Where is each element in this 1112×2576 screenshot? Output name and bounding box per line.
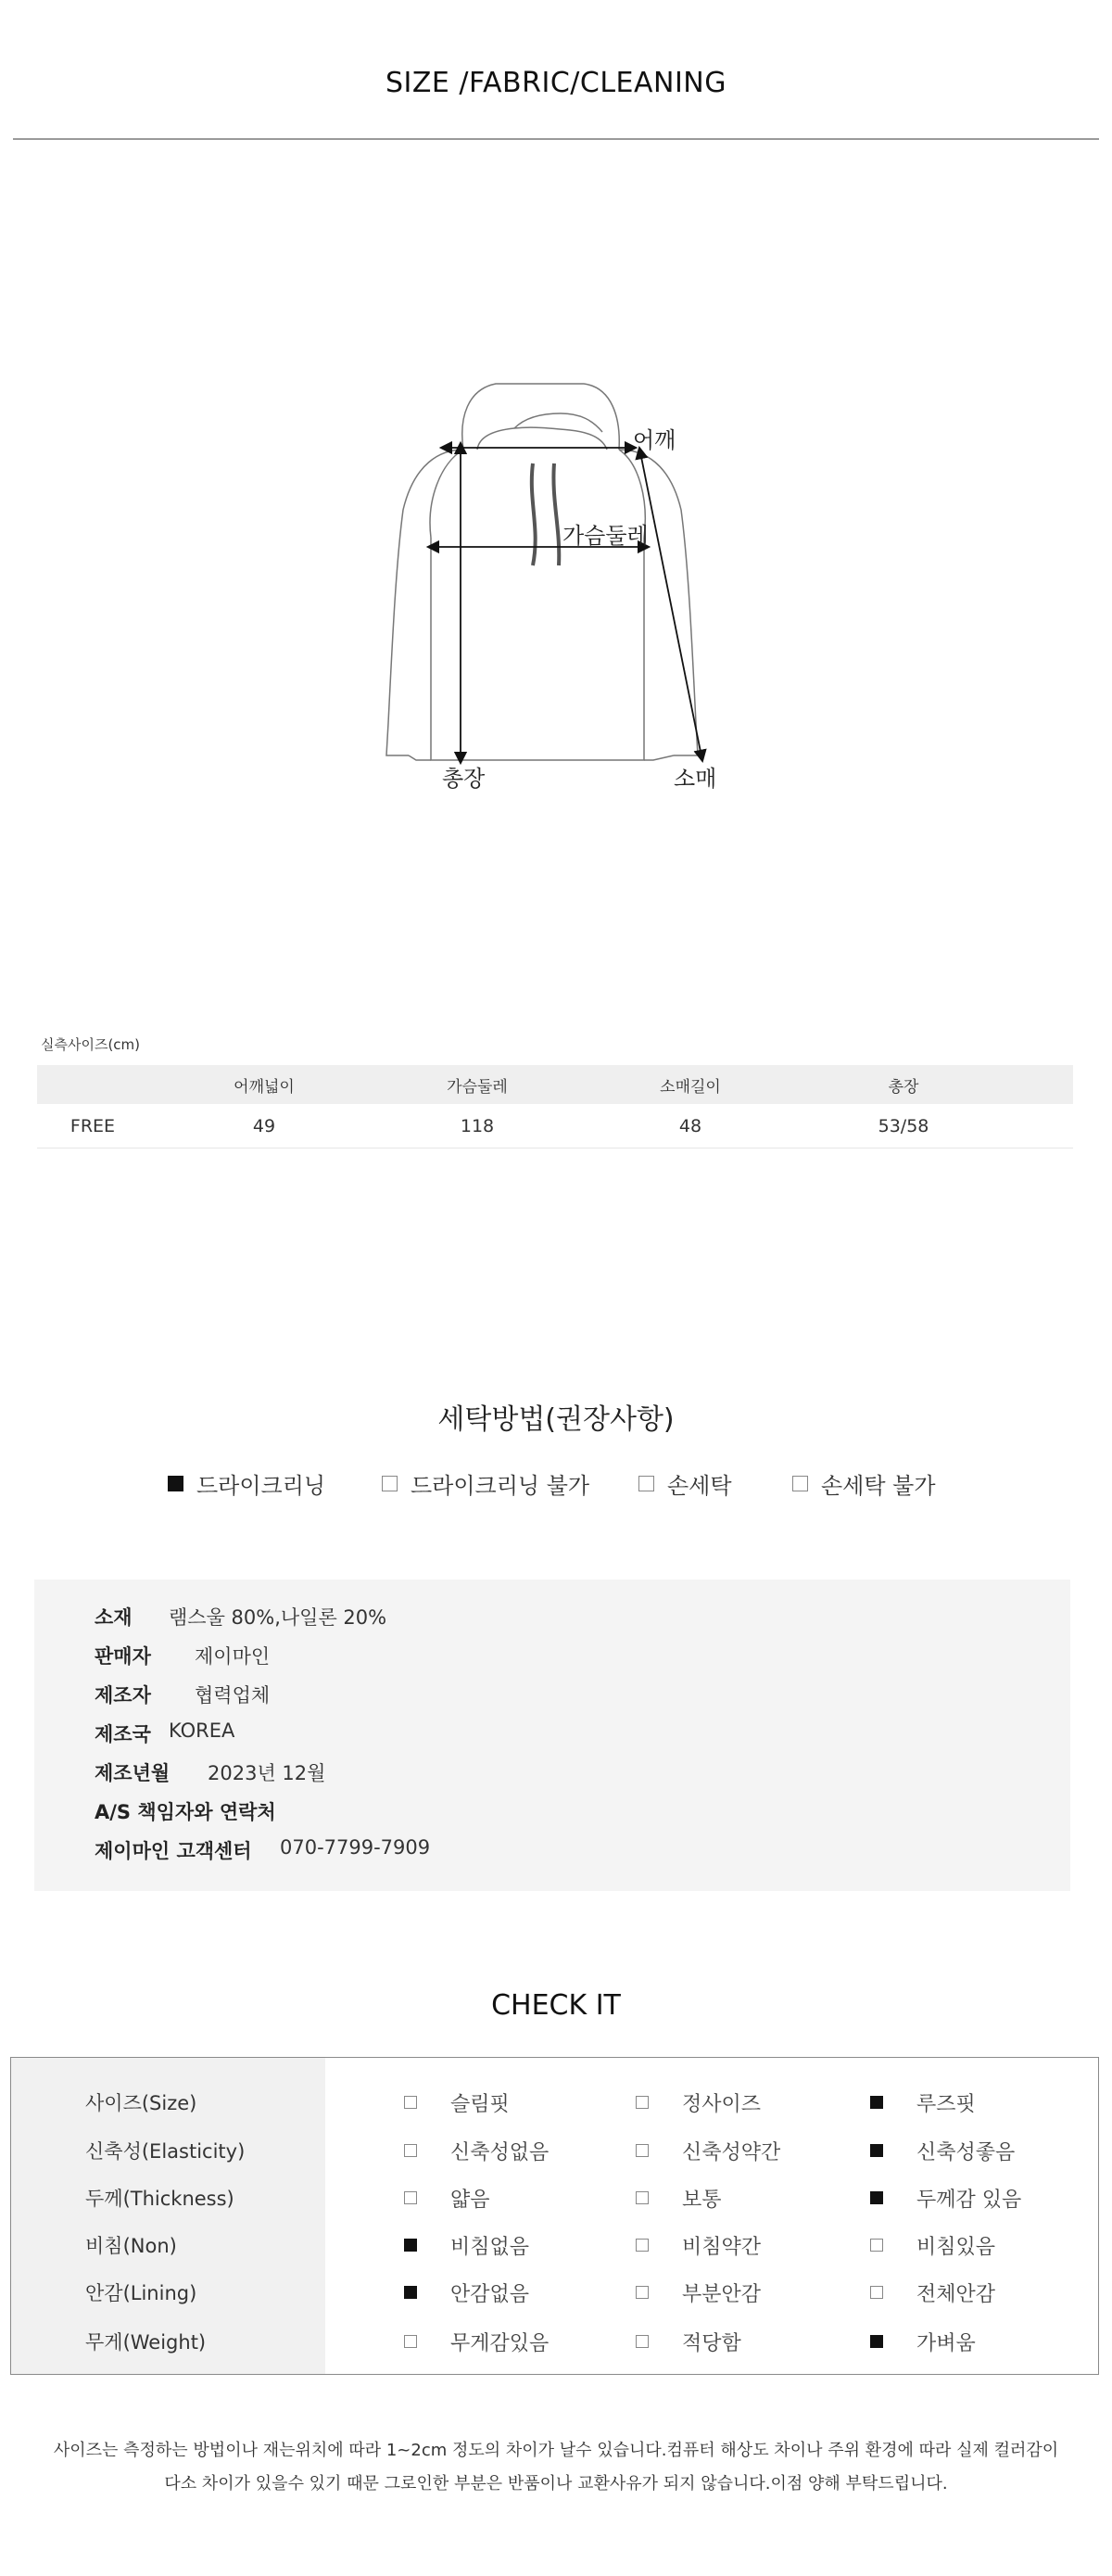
info-key: 판매자: [95, 1645, 151, 1668]
check-option-label: 안감없음: [450, 2282, 530, 2306]
notice-line: 다소 차이가 있을수 있기 때문 그로인한 부분은 반품이나 교환사유가 되지 않습니다.이점 양해 부탁드립니다.: [164, 2474, 948, 2494]
unchecked-box-icon: [382, 1476, 398, 1491]
check-row: [11, 2317, 1098, 2366]
check-option: [870, 2317, 976, 2366]
table-cell: 118: [460, 1115, 495, 1136]
check-option: [404, 2126, 549, 2175]
wash-option-label: 손세탁 불가: [821, 1473, 936, 1499]
label-shoulder: 어깨: [633, 427, 676, 453]
check-option: [636, 2317, 741, 2366]
unchecked-box-icon: [792, 1476, 808, 1491]
check-option-label: 신축성좋음: [916, 2140, 1016, 2164]
unchecked-box-icon: [638, 1476, 654, 1491]
checked-box-icon: [404, 2239, 417, 2252]
check-option-label: 적당함: [682, 2331, 741, 2355]
unchecked-box-icon: [870, 2286, 883, 2299]
wash-option: [638, 1467, 732, 1500]
unchecked-box-icon: [636, 2191, 649, 2204]
check-option-label: 신축성약간: [682, 2140, 781, 2164]
check-option-label: 비침있음: [916, 2235, 996, 2259]
unchecked-box-icon: [636, 2144, 649, 2157]
check-row-label: 사이즈(Size): [85, 2092, 197, 2114]
table-cell: FREE: [70, 1115, 116, 1136]
hoodie-illustration: [375, 371, 737, 806]
header-cell: 어깨넓이: [234, 1077, 295, 1097]
check-row: [11, 2174, 1098, 2222]
check-option: [636, 2221, 761, 2269]
info-key: 제조자: [95, 1684, 151, 1707]
check-it-table: [10, 2057, 1099, 2375]
unchecked-box-icon: [404, 2096, 417, 2109]
unchecked-box-icon: [636, 2335, 649, 2348]
check-option-label: 루즈핏: [916, 2092, 976, 2116]
wash-option-label: 드라이크리닝: [196, 1473, 326, 1499]
wash-option-label: 손세탁: [667, 1473, 732, 1499]
table-cell: 53/58: [878, 1115, 929, 1136]
checked-box-icon: [870, 2335, 883, 2348]
check-option: [636, 2078, 761, 2126]
check-row: [11, 2078, 1098, 2126]
check-row: [11, 2268, 1098, 2316]
info-value: 2023년 12월: [208, 1762, 326, 1784]
header-cell: [37, 1065, 158, 1104]
info-key: 제조년월: [95, 1762, 171, 1784]
check-option: [636, 2126, 780, 2175]
check-option: [636, 2174, 722, 2222]
unchecked-box-icon: [404, 2335, 417, 2348]
header-cell: 총장: [888, 1077, 919, 1097]
washing-title: 세탁방법(권장사항): [437, 1403, 675, 1436]
check-option: [636, 2268, 761, 2316]
checked-box-icon: [870, 2191, 883, 2204]
check-option-label: 무게감있음: [450, 2331, 550, 2355]
header-cell: 소매길이: [660, 1077, 721, 1097]
table-cell: 49: [252, 1115, 276, 1136]
check-option: [870, 2126, 1015, 2175]
check-option-label: 전체안감: [916, 2282, 996, 2306]
unchecked-box-icon: [404, 2191, 417, 2204]
label-chest: 가슴둘레: [562, 523, 649, 549]
product-info-box: [34, 1580, 1070, 1891]
wash-option: [382, 1467, 589, 1500]
check-row: [11, 2221, 1098, 2269]
wash-option: [792, 1467, 936, 1500]
check-row: [11, 2126, 1098, 2175]
table-cell: 48: [678, 1115, 702, 1136]
check-option-label: 두께감 있음: [916, 2188, 1022, 2212]
check-option-label: 보통: [682, 2188, 722, 2212]
wash-option: [168, 1467, 325, 1500]
check-option: [870, 2174, 1021, 2222]
table-row: [37, 1104, 1073, 1148]
notice-line: 사이즈는 측정하는 방법이나 재는위치에 따라 1~2cm 정도의 차이가 날수 있습니다.컴퓨터 해상도 차이나 주위 환경에 따라 실제 컬러감이: [53, 2441, 1059, 2460]
checked-box-icon: [870, 2144, 883, 2157]
check-option: [870, 2078, 976, 2126]
check-row-label: 두께(Thickness): [85, 2188, 234, 2210]
section-title: SIZE /FABRIC/CLEANING: [385, 67, 727, 99]
check-option-label: 비침약간: [682, 2235, 762, 2259]
unchecked-box-icon: [636, 2096, 649, 2109]
info-key: 소재: [95, 1606, 133, 1629]
check-option-label: 슬림핏: [450, 2092, 510, 2116]
unchecked-box-icon: [404, 2144, 417, 2157]
check-row-label: 비침(Non): [85, 2235, 177, 2257]
hoodie-diagram: [375, 371, 737, 806]
check-option: [404, 2174, 490, 2222]
info-value: 램스울 80%,나일론 20%: [169, 1606, 387, 1629]
check-it-title: CHECK IT: [491, 1989, 621, 2022]
info-value: KOREA: [169, 1719, 235, 1742]
check-option-label: 정사이즈: [682, 2092, 762, 2116]
check-option-label: 비침없음: [450, 2235, 530, 2259]
info-value: 070-7799-7909: [280, 1836, 431, 1859]
info-line: [95, 1603, 386, 1631]
check-option: [404, 2221, 529, 2269]
check-option-label: 가벼움: [916, 2331, 976, 2355]
info-value: 제이마인: [195, 1645, 271, 1668]
info-line: [95, 1836, 430, 1864]
info-line: [95, 1719, 234, 1747]
check-option: [404, 2078, 510, 2126]
size-table-header: [37, 1065, 1073, 1104]
label-sleeve: 소매: [674, 766, 717, 792]
size-table-caption: 실측사이즈(cm): [41, 1036, 141, 1053]
check-option: [404, 2317, 549, 2366]
unchecked-box-icon: [870, 2239, 883, 2252]
checked-box-icon: [404, 2286, 417, 2299]
info-value: 협력업체: [195, 1684, 271, 1707]
header-cell: 가슴둘레: [447, 1077, 508, 1097]
divider: [13, 138, 1099, 140]
info-line: [95, 1797, 276, 1825]
checked-box-icon: [168, 1476, 183, 1491]
check-option-label: 신축성없음: [450, 2140, 550, 2164]
label-length: 총장: [442, 766, 486, 792]
check-row-label: 안감(Lining): [85, 2282, 197, 2304]
check-option-label: 부분안감: [682, 2282, 762, 2306]
check-option: [404, 2268, 529, 2316]
info-key: 제이마인 고객센터: [95, 1840, 252, 1862]
info-key: 제조국: [95, 1723, 151, 1745]
info-key: A/S 책임자와 연락처: [95, 1801, 276, 1823]
check-row-label: 무게(Weight): [85, 2331, 207, 2354]
check-option: [870, 2268, 995, 2316]
info-line: [95, 1642, 270, 1669]
check-option: [870, 2221, 995, 2269]
wash-option-label: 드라이크리닝 불가: [411, 1473, 590, 1499]
unchecked-box-icon: [636, 2239, 649, 2252]
info-line: [95, 1681, 270, 1708]
check-row-label: 신축성(Elasticity): [85, 2140, 246, 2163]
info-line: [95, 1758, 325, 1786]
check-option-label: 얇음: [450, 2188, 490, 2212]
checked-box-icon: [870, 2096, 883, 2109]
unchecked-box-icon: [636, 2286, 649, 2299]
